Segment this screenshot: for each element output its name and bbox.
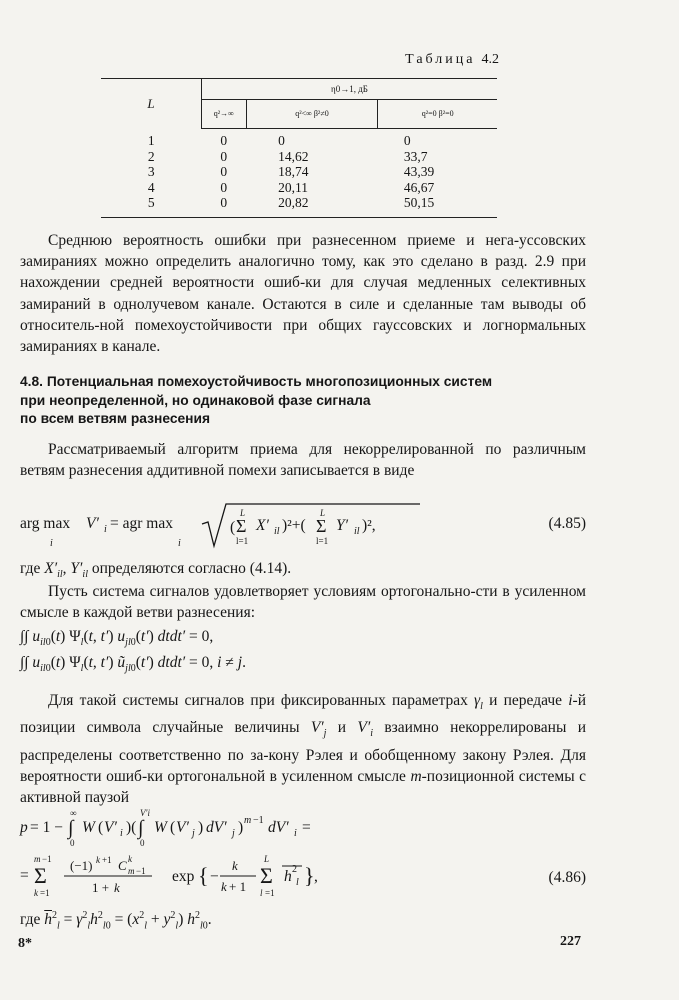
equation-4-85	[20, 504, 586, 552]
equation-4-86-line-1-svg	[20, 808, 440, 848]
svg-text:m: m	[34, 854, 41, 864]
svg-text:j: j	[232, 828, 235, 839]
svg-text:+ 1: + 1	[229, 879, 247, 894]
svg-text:W: W	[154, 819, 167, 836]
svg-text:=: =	[302, 819, 311, 836]
table-cell: 20,82	[246, 195, 378, 217]
svg-text:−1: −1	[42, 854, 52, 864]
svg-text:k: k	[114, 880, 120, 895]
svg-text:−: −	[210, 868, 219, 885]
table-caption-label: Таблица	[405, 52, 476, 67]
svg-text:W: W	[82, 819, 95, 836]
paragraph-negaussian: Среднюю вероятность ошибки при разнесенном приеме и нега-уссовских замираниях можно определить аналогично тому, как это сделано в разд. 2.9 при нахождении средней вероятности ошиб-ки для случая медленных селективных замираний в однолучевом канале. Остаются в силе и сделанные там выводы об относитель-ной помехоустойчивости при общих гауссовских и логнормальных замираниях в канале.	[20, 232, 586, 356]
svg-text:0: 0	[140, 838, 145, 848]
svg-text:L: L	[264, 854, 270, 864]
table-cell: 0	[220, 179, 228, 195]
svg-text:{: {	[198, 863, 209, 888]
paragraph-orthogonality: Пусть система сигналов удовлетворяет условиям ортогонально-сти в усиленном смысле в каждой ветви разнесения:	[20, 583, 586, 622]
table-cell: 0	[220, 148, 228, 164]
svg-text:0: 0	[70, 838, 75, 848]
equation-4-86-line-2	[20, 854, 586, 904]
svg-text:l: l	[296, 877, 299, 888]
table-cell: 20,11	[278, 179, 308, 195]
table-cell: 43,39	[403, 164, 435, 179]
results-table	[101, 78, 497, 218]
table-caption	[405, 52, 499, 68]
table-cell: 0	[220, 133, 228, 148]
table-cell: 50,15	[378, 195, 497, 217]
where-1-suffix: определяются согласно (4.14).	[91, 560, 292, 577]
paragraph-algorithm: Рассматриваемый алгоритм приема для некоррелированной по различным ветвям разнесения аддитивной помехи записывается в виде	[20, 441, 586, 480]
paragraph-4-text-4: и	[337, 719, 347, 737]
svg-text:(−1): (−1)	[70, 858, 93, 873]
svg-text:}: }	[304, 863, 315, 888]
table-cell: 18,74	[278, 164, 309, 179]
paragraph-4-text-1: Для такой системы сигналов при фиксированных параметрах	[48, 692, 468, 709]
equation-4-85-svg	[20, 502, 440, 550]
paragraph-4-text-3: -й позиции символа случайные величины	[20, 692, 586, 737]
paragraph-4-text-6: -позиционной системы с активной паузой	[20, 767, 587, 806]
svg-text:2: 2	[292, 864, 297, 875]
svg-text:L: L	[240, 508, 246, 518]
table-column-header: q²→∞	[202, 100, 247, 129]
svg-text:V′: V′	[104, 819, 117, 836]
svg-text:V′: V′	[86, 515, 99, 532]
svg-text:∫: ∫	[68, 817, 74, 839]
svg-text:C: C	[118, 858, 127, 873]
table-row	[101, 149, 497, 165]
svg-text:(: (	[98, 819, 104, 836]
equation-4-85-number: (4.85)	[548, 515, 586, 532]
svg-text:i: i	[50, 538, 53, 549]
signature-mark: 8*	[18, 936, 32, 951]
svg-text:=1: =1	[40, 888, 50, 898]
svg-text:)²,: )²,	[362, 517, 376, 534]
svg-text:Y′: Y′	[336, 517, 349, 534]
svg-text:): )	[238, 819, 244, 836]
svg-text:i: i	[294, 828, 297, 839]
svg-text:= 1 −: = 1 −	[30, 819, 63, 836]
svg-text:(: (	[170, 819, 176, 836]
svg-text:Σ: Σ	[236, 516, 247, 536]
section-title-line-2: при неопределенной, но одинаковой фазе сигнала	[20, 392, 371, 408]
page-number: 227	[560, 934, 581, 949]
svg-text:dV′: dV′	[206, 819, 227, 836]
svg-text:arg max: arg max	[20, 515, 71, 532]
svg-text:j: j	[192, 828, 195, 839]
table-row	[101, 195, 497, 217]
svg-text:k: k	[128, 854, 132, 864]
where-clause-2: где $\overline{h}^2_l = \gamma^2_lh^2_{l0} = (x^2_l + y^2_l)$ $h^2_{l0}$.	[20, 910, 212, 932]
table-cell: 33,7	[403, 148, 428, 164]
svg-text:V′i: V′i	[140, 808, 150, 818]
svg-text:Σ: Σ	[34, 863, 47, 888]
section-title-line-3: по всем ветвям разнесения	[20, 411, 211, 426]
svg-text:h: h	[284, 868, 292, 885]
section-heading	[20, 373, 586, 429]
table-cell: 3	[147, 164, 155, 179]
equation-4-86-number: (4.86)	[548, 869, 586, 886]
where-clause-1: где $X'_{il}$, $Y'_{il}$ определяются согласно (4.14).	[20, 560, 292, 581]
paragraph-4-text-5: взаимно некоррелированы и распределены соответственно по за-кону Рэлея и обобщенному закону Рэлея. Для вероятности ошиб-ки ортогональной в усиленном смысле	[20, 719, 586, 785]
section-number: 4.8.	[20, 374, 44, 389]
table-cell: 4	[147, 179, 155, 195]
svg-text:L: L	[320, 508, 326, 518]
table-row-header: L	[101, 79, 202, 129]
svg-text:il: il	[274, 526, 280, 537]
svg-text:=1: =1	[265, 888, 275, 898]
svg-text:k: k	[96, 855, 100, 865]
svg-text:il: il	[354, 526, 360, 537]
svg-text:dV′: dV′	[268, 819, 289, 836]
paragraph-4-text-2: и передаче	[489, 692, 563, 709]
table-row	[101, 164, 497, 180]
svg-text:p: p	[20, 819, 28, 836]
equation-4-86-line-2-svg	[20, 852, 460, 898]
svg-text:=: =	[20, 867, 29, 884]
equation-orthogonality-2: ∫∫ $u_{il0}(t)$ $\Psi_l(t$, t′) $ũ_{jl0}(t')$ dtdt′ = 0, i ≠ j.	[20, 654, 246, 675]
equation-4-86-line-1	[20, 808, 586, 852]
table-column-header: q²=0 β²=0	[378, 100, 497, 129]
table-group-header: η0→1, дБ	[202, 79, 498, 100]
svg-text:k: k	[221, 879, 227, 894]
table-cell: 46,67	[403, 179, 435, 195]
svg-text:i: i	[178, 538, 181, 549]
svg-text:−1: −1	[253, 815, 264, 826]
table-cell: 14,62	[278, 148, 309, 164]
svg-text:V′: V′	[176, 819, 189, 836]
table-row	[101, 180, 497, 196]
svg-text:l: l	[260, 888, 263, 898]
svg-text:+1: +1	[102, 855, 112, 865]
svg-text:i: i	[104, 524, 107, 535]
where-1-prefix: где	[20, 560, 41, 577]
table-cell: 0	[220, 164, 228, 179]
table-cell: 0	[278, 133, 285, 148]
equation-orthogonality-1: ∫∫ $u_{il0}(t)$ $\Psi_l(t$, t′) $u_{jl0}(t')$ dtdt′ = 0,	[20, 628, 214, 649]
svg-text:): )	[198, 819, 204, 836]
table-cell: 0	[202, 195, 247, 217]
svg-text:m: m	[128, 866, 135, 876]
svg-text:∫: ∫	[138, 817, 144, 839]
section-title-line-1: Потенциальная помехоустойчивость многопозиционных систем	[46, 374, 493, 389]
svg-text:−1: −1	[136, 866, 146, 876]
svg-text:)(: )(	[126, 819, 137, 836]
svg-text:l=1: l=1	[316, 536, 329, 546]
svg-text:∞: ∞	[70, 808, 77, 818]
svg-text:(: (	[230, 519, 236, 536]
table-cell: 0	[403, 133, 411, 148]
svg-text:,: ,	[314, 868, 318, 885]
svg-text:= agr max: = agr max	[110, 515, 173, 532]
table-cell: 5	[101, 195, 202, 217]
table-cell: 2	[147, 148, 155, 164]
svg-text:exp: exp	[172, 868, 195, 885]
where-2-prefix: где	[20, 911, 41, 929]
paragraph-fixed-parameters: Для такой системы сигналов при фиксированных параметрах $\gamma_l$ и передаче i-й позиции символа случайные величины $V'_j$ и $V'_i$ взаимно некоррелированы и распределены соответственно по за-кону Рэлея и обобщенному закону Рэлея. Для вероятности ошиб-ки ортогональной в усиленном смысле m-позиционной системы с активной паузой	[20, 692, 587, 806]
svg-text:m: m	[244, 815, 252, 826]
table-column-header: q²<∞ β²≠0	[246, 100, 378, 129]
svg-text:k: k	[232, 858, 238, 873]
svg-text:)²+(: )²+(	[282, 517, 306, 534]
table-row	[101, 129, 497, 149]
table-cell: 1	[147, 132, 155, 148]
svg-text:1 +: 1 +	[92, 880, 110, 895]
table-caption-number: 4.2	[481, 52, 499, 67]
svg-text:i: i	[120, 828, 123, 839]
svg-text:Σ: Σ	[316, 516, 327, 536]
svg-text:X′: X′	[256, 517, 269, 534]
svg-text:l=1: l=1	[236, 536, 249, 546]
svg-text:k: k	[34, 888, 38, 898]
svg-text:Σ: Σ	[260, 863, 273, 888]
